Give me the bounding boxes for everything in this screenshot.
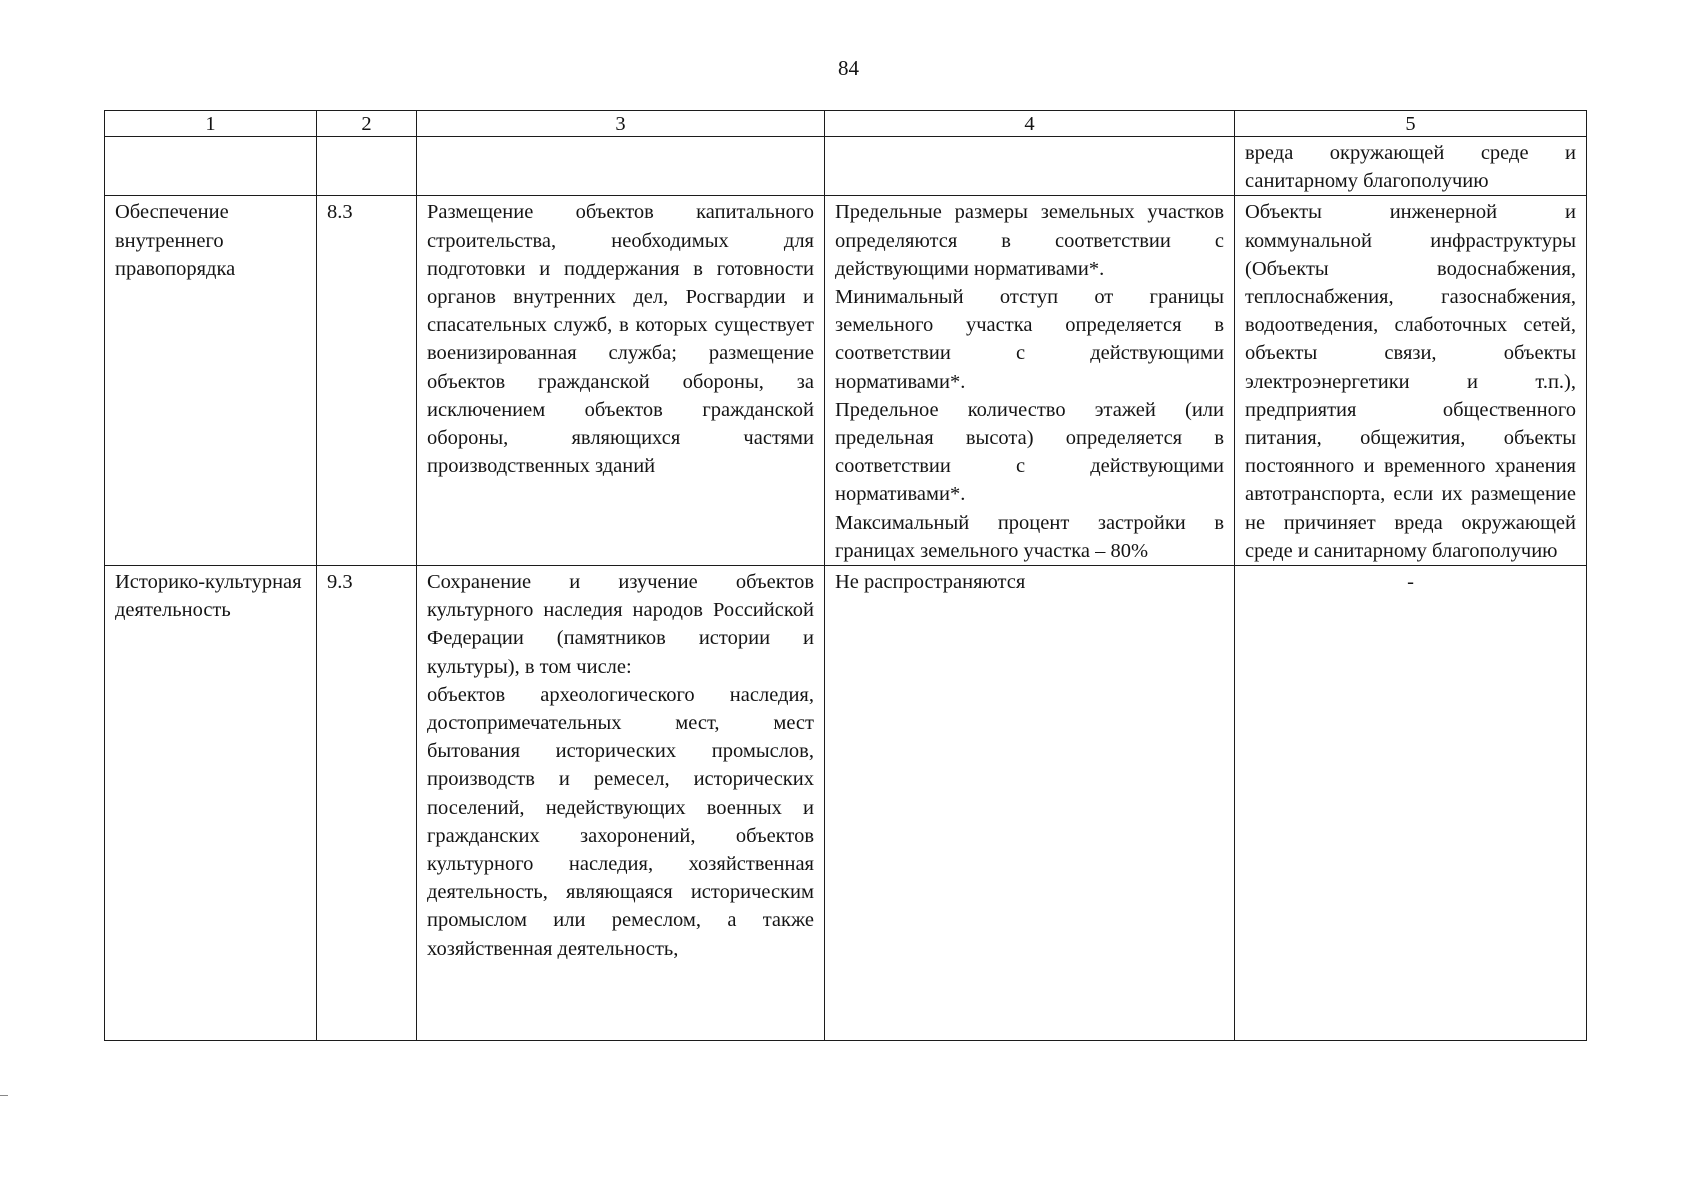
continuation-cell: вреда окружающей среде и санитарному благополучию [1235,137,1587,196]
land-use-description-cell: Размещение объектов капитального строительства, необходимых для подготовки и поддержания в готовности органов внутренних дел, Росгвардии и спасательных служб, в которых существует военизированная служба; размещение объектов гражданской обороны, за исключением объектов гражданской обороны, являющихся частями производственных зданий [417,196,825,566]
column-header-5: 5 [1235,111,1587,137]
column-header-4: 4 [825,111,1235,137]
table-row-continuation [105,137,1587,196]
zoning-table [104,110,1587,1041]
auxiliary-uses-cell: - [1235,566,1587,1041]
auxiliary-uses-cell: Объекты инженерной и коммунальной инфраструктуры (Объекты водоснабжения, теплоснабжения, газоснабжения, водоотведения, слаботочных сетей, объекты связи, объекты электроэнергетики и т.п.), предприятия общественного питания, общежития, объекты постоянного и временного хранения автотранспорта, если их размещение не причиняет вреда окружающей среде и санитарному благополучию [1235,196,1587,566]
parameters-cell: Не распространяются [825,566,1235,1041]
land-use-description-cell [417,566,825,1041]
parameter-line: Минимальный отступ от границы земельного участка определяется в соответствии с действующими нормативами*. [835,286,1224,393]
description-line: объектов археологического наследия, достопримечательных мест, мест бытования исторических промыслов, производств и ремесел, исторических поселений, недействующих военных и гражданских захоронений, объектов культурного наследия, хозяйственная деятельность, являющаяся историческим промыслом или ремеслом, а также хозяйственная деятельность, [427,683,814,960]
page-number: 84 [838,56,859,80]
column-header-1: 1 [105,111,317,137]
land-use-code-cell: 9.3 [317,566,417,1041]
parameter-line: Предельное количество этажей (или предельная высота) определяется в соответствии с действующими нормативами*. [835,398,1224,506]
land-use-name-cell: Обеспечение внутреннего правопорядка [105,196,317,566]
empty-cell [317,137,417,196]
land-use-code-cell: 8.3 [317,196,417,566]
column-header-2: 2 [317,111,417,137]
parameter-line: Максимальный процент застройки в границах земельного участка – 80% [835,511,1224,562]
column-header-3: 3 [417,111,825,137]
parameters-cell [825,196,1235,566]
table-row [105,566,1587,1041]
table-row [105,196,1587,566]
parameter-line: Предельные размеры земельных участков определяются в соответствии с действующими нормативами*. [835,201,1224,280]
land-use-name-cell: Историко-культурная деятельность [105,566,317,1041]
scan-mark [0,1095,8,1096]
empty-cell [825,137,1235,196]
empty-cell [105,137,317,196]
table-header-row [105,111,1587,137]
description-line: Сохранение и изучение объектов культурного наследия народов Российской Федерации (памятников истории и культуры), в том числе: [427,571,814,678]
empty-cell [417,137,825,196]
